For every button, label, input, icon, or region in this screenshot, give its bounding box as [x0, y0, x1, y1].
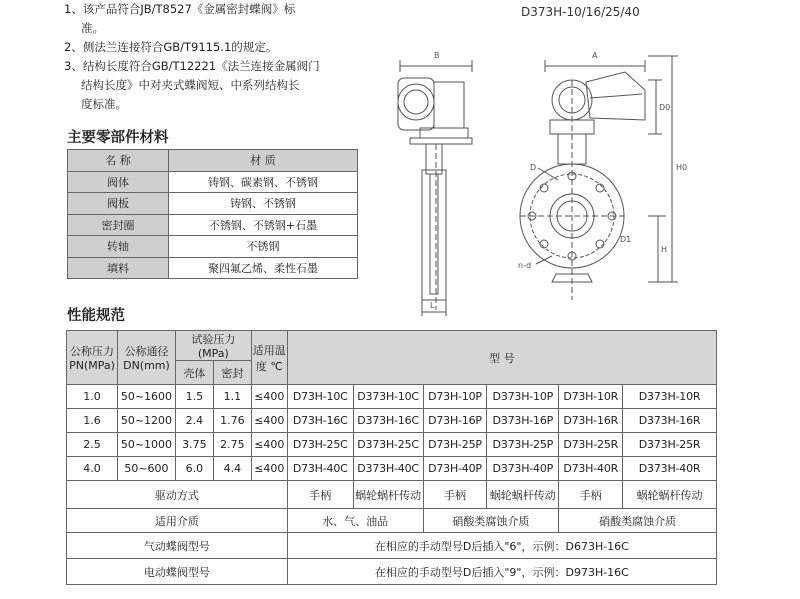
seal-value: 4.4 — [213, 457, 251, 481]
shell-value: 1.5 — [175, 385, 213, 409]
model-cell: D73H-10R — [559, 385, 623, 409]
model-cell: D373H-40P — [487, 457, 559, 481]
table-row — [67, 385, 717, 409]
performance-title: 性能规范 — [67, 308, 125, 324]
model-series-title: D373H-10/16/25/40 — [521, 5, 640, 19]
table-row — [68, 236, 358, 258]
mat-name: 填料 — [68, 257, 169, 279]
electric-label: 电动蝶阀型号 — [67, 559, 288, 585]
model-cell: D373H-40C — [353, 457, 423, 481]
drive-label: 驱动方式 — [67, 481, 288, 509]
mat-material: 铸钢、不锈钢 — [169, 193, 358, 215]
dn-value: 50~600 — [117, 457, 175, 481]
shell-value: 2.4 — [175, 409, 213, 433]
pneumatic-label: 气动蝶阀型号 — [67, 533, 288, 559]
model-cell: D373H-16R — [623, 409, 717, 433]
drive-cell: 蜗轮蜗杆传动 — [623, 481, 717, 509]
valve-technical-drawing — [380, 20, 800, 320]
table-row — [68, 257, 358, 279]
table-row — [67, 433, 717, 457]
media-cell: 硝酸类腐蚀介质 — [423, 509, 559, 533]
model-cell: D73H-16R — [559, 409, 623, 433]
mat-name: 阀板 — [68, 193, 169, 215]
model-cell: D73H-16C — [287, 409, 353, 433]
model-cell: D73H-40C — [287, 457, 353, 481]
dim-label-H0: H0 — [676, 163, 688, 172]
table-row — [67, 457, 717, 481]
media-label: 适用介质 — [67, 509, 288, 533]
drive-cell: 蜗轮蜗杆传动 — [353, 481, 423, 509]
model-cell: D373H-25R — [623, 433, 717, 457]
mat-material: 不锈钢 — [169, 236, 358, 258]
media-cell: 水、气、油品 — [287, 509, 423, 533]
table-row — [67, 409, 717, 433]
materials-title: 主要零部件材料 — [67, 130, 169, 146]
shell-value: 3.75 — [175, 433, 213, 457]
header-shell: 壳体 — [175, 361, 213, 385]
pneumatic-value: 在相应的手动型号D后插入"6"，示例：D673H-16C — [287, 533, 716, 559]
note-1: 1、该产品符合JB/T8527《金属密封蝶阀》标 — [64, 2, 296, 16]
pn-value: 1.6 — [67, 409, 118, 433]
drive-row — [67, 481, 717, 509]
drive-cell: 蜗轮蜗杆传动 — [487, 481, 559, 509]
model-cell: D373H-16C — [353, 409, 423, 433]
temp-value: ≤400 — [251, 385, 287, 409]
note-3: 3、结构长度符合GB/T12221《法兰连接金属阀门 — [64, 59, 320, 73]
dim-label-D0: D0 — [659, 103, 671, 112]
drive-cell: 手柄 — [287, 481, 353, 509]
model-cell: D373H-10P — [487, 385, 559, 409]
seal-value: 1.76 — [213, 409, 251, 433]
dim-label-L: L — [430, 301, 435, 310]
standards-notes — [64, 0, 364, 114]
model-cell: D373H-40R — [623, 457, 717, 481]
mat-material: 聚四氟乙烯、柔性石墨 — [169, 257, 358, 279]
model-cell: D373H-10R — [623, 385, 717, 409]
dn-value: 50~1600 — [117, 385, 175, 409]
model-cell: D73H-40P — [423, 457, 487, 481]
model-cell: D73H-25P — [423, 433, 487, 457]
model-cell: D373H-10C — [353, 385, 423, 409]
dim-label-D: D — [530, 163, 537, 172]
mat-name: 转轴 — [68, 236, 169, 258]
seal-value: 1.1 — [213, 385, 251, 409]
front-view — [518, 51, 687, 300]
note-3-cont2: 度标准。 — [81, 97, 127, 111]
mat-header-material: 材 质 — [169, 150, 358, 172]
note-2: 2、侧法兰连接符合GB/T9115.1的规定。 — [64, 40, 278, 54]
dim-label-A: A — [592, 51, 598, 60]
header-temp: 适用温度 ℃ — [251, 331, 287, 385]
header-pn: 公称压力 PN(MPa) — [67, 331, 118, 385]
temp-value: ≤400 — [251, 433, 287, 457]
shell-value: 6.0 — [175, 457, 213, 481]
model-cell: D373H-25P — [487, 433, 559, 457]
header-dn: 公称通径 DN(mm) — [117, 331, 175, 385]
dn-value: 50~1200 — [117, 409, 175, 433]
pneumatic-row — [67, 533, 717, 559]
dn-value: 50~1000 — [117, 433, 175, 457]
pn-value: 4.0 — [67, 457, 118, 481]
header-model: 型 号 — [287, 331, 716, 385]
table-row — [68, 193, 358, 215]
model-cell: D73H-25C — [287, 433, 353, 457]
electric-value: 在相应的手动型号D后插入"9"，示例：D973H-16C — [287, 559, 716, 585]
media-cell: 硝酸类腐蚀介质 — [559, 509, 717, 533]
side-view — [398, 51, 472, 316]
pn-value: 1.0 — [67, 385, 118, 409]
dim-label-D1: D1 — [620, 235, 632, 244]
seal-value: 2.75 — [213, 433, 251, 457]
model-cell: D73H-25R — [559, 433, 623, 457]
materials-table — [67, 149, 358, 279]
electric-row — [67, 559, 717, 585]
model-cell: D373H-16P — [487, 409, 559, 433]
table-row — [68, 171, 358, 193]
model-cell: D73H-16P — [423, 409, 487, 433]
pn-value: 2.5 — [67, 433, 118, 457]
drive-cell: 手柄 — [559, 481, 623, 509]
model-cell: D73H-10P — [423, 385, 487, 409]
mat-name: 密封圈 — [68, 214, 169, 236]
mat-material: 不锈钢、不锈钢+石墨 — [169, 214, 358, 236]
performance-table — [66, 330, 717, 585]
model-cell: D373H-25C — [353, 433, 423, 457]
table-row — [68, 214, 358, 236]
temp-value: ≤400 — [251, 409, 287, 433]
mat-material: 铸钢、碳素钢、不锈钢 — [169, 171, 358, 193]
mat-header-name: 名 称 — [68, 150, 169, 172]
header-seal: 密封 — [213, 361, 251, 385]
note-1-cont: 准。 — [81, 21, 104, 35]
drive-cell: 手柄 — [423, 481, 487, 509]
model-cell: D73H-10C — [287, 385, 353, 409]
note-3-cont: 结构长度》中对夹式蝶阀短、中系列结构长 — [81, 78, 300, 92]
dim-label-H: H — [661, 245, 668, 254]
media-row — [67, 509, 717, 533]
dim-label-B: B — [434, 51, 440, 60]
header-test: 试验压力(MPa) — [175, 331, 251, 361]
model-cell: D73H-40R — [559, 457, 623, 481]
dim-label-nd: n-d — [518, 261, 532, 270]
mat-name: 阀体 — [68, 171, 169, 193]
temp-value: ≤400 — [251, 457, 287, 481]
